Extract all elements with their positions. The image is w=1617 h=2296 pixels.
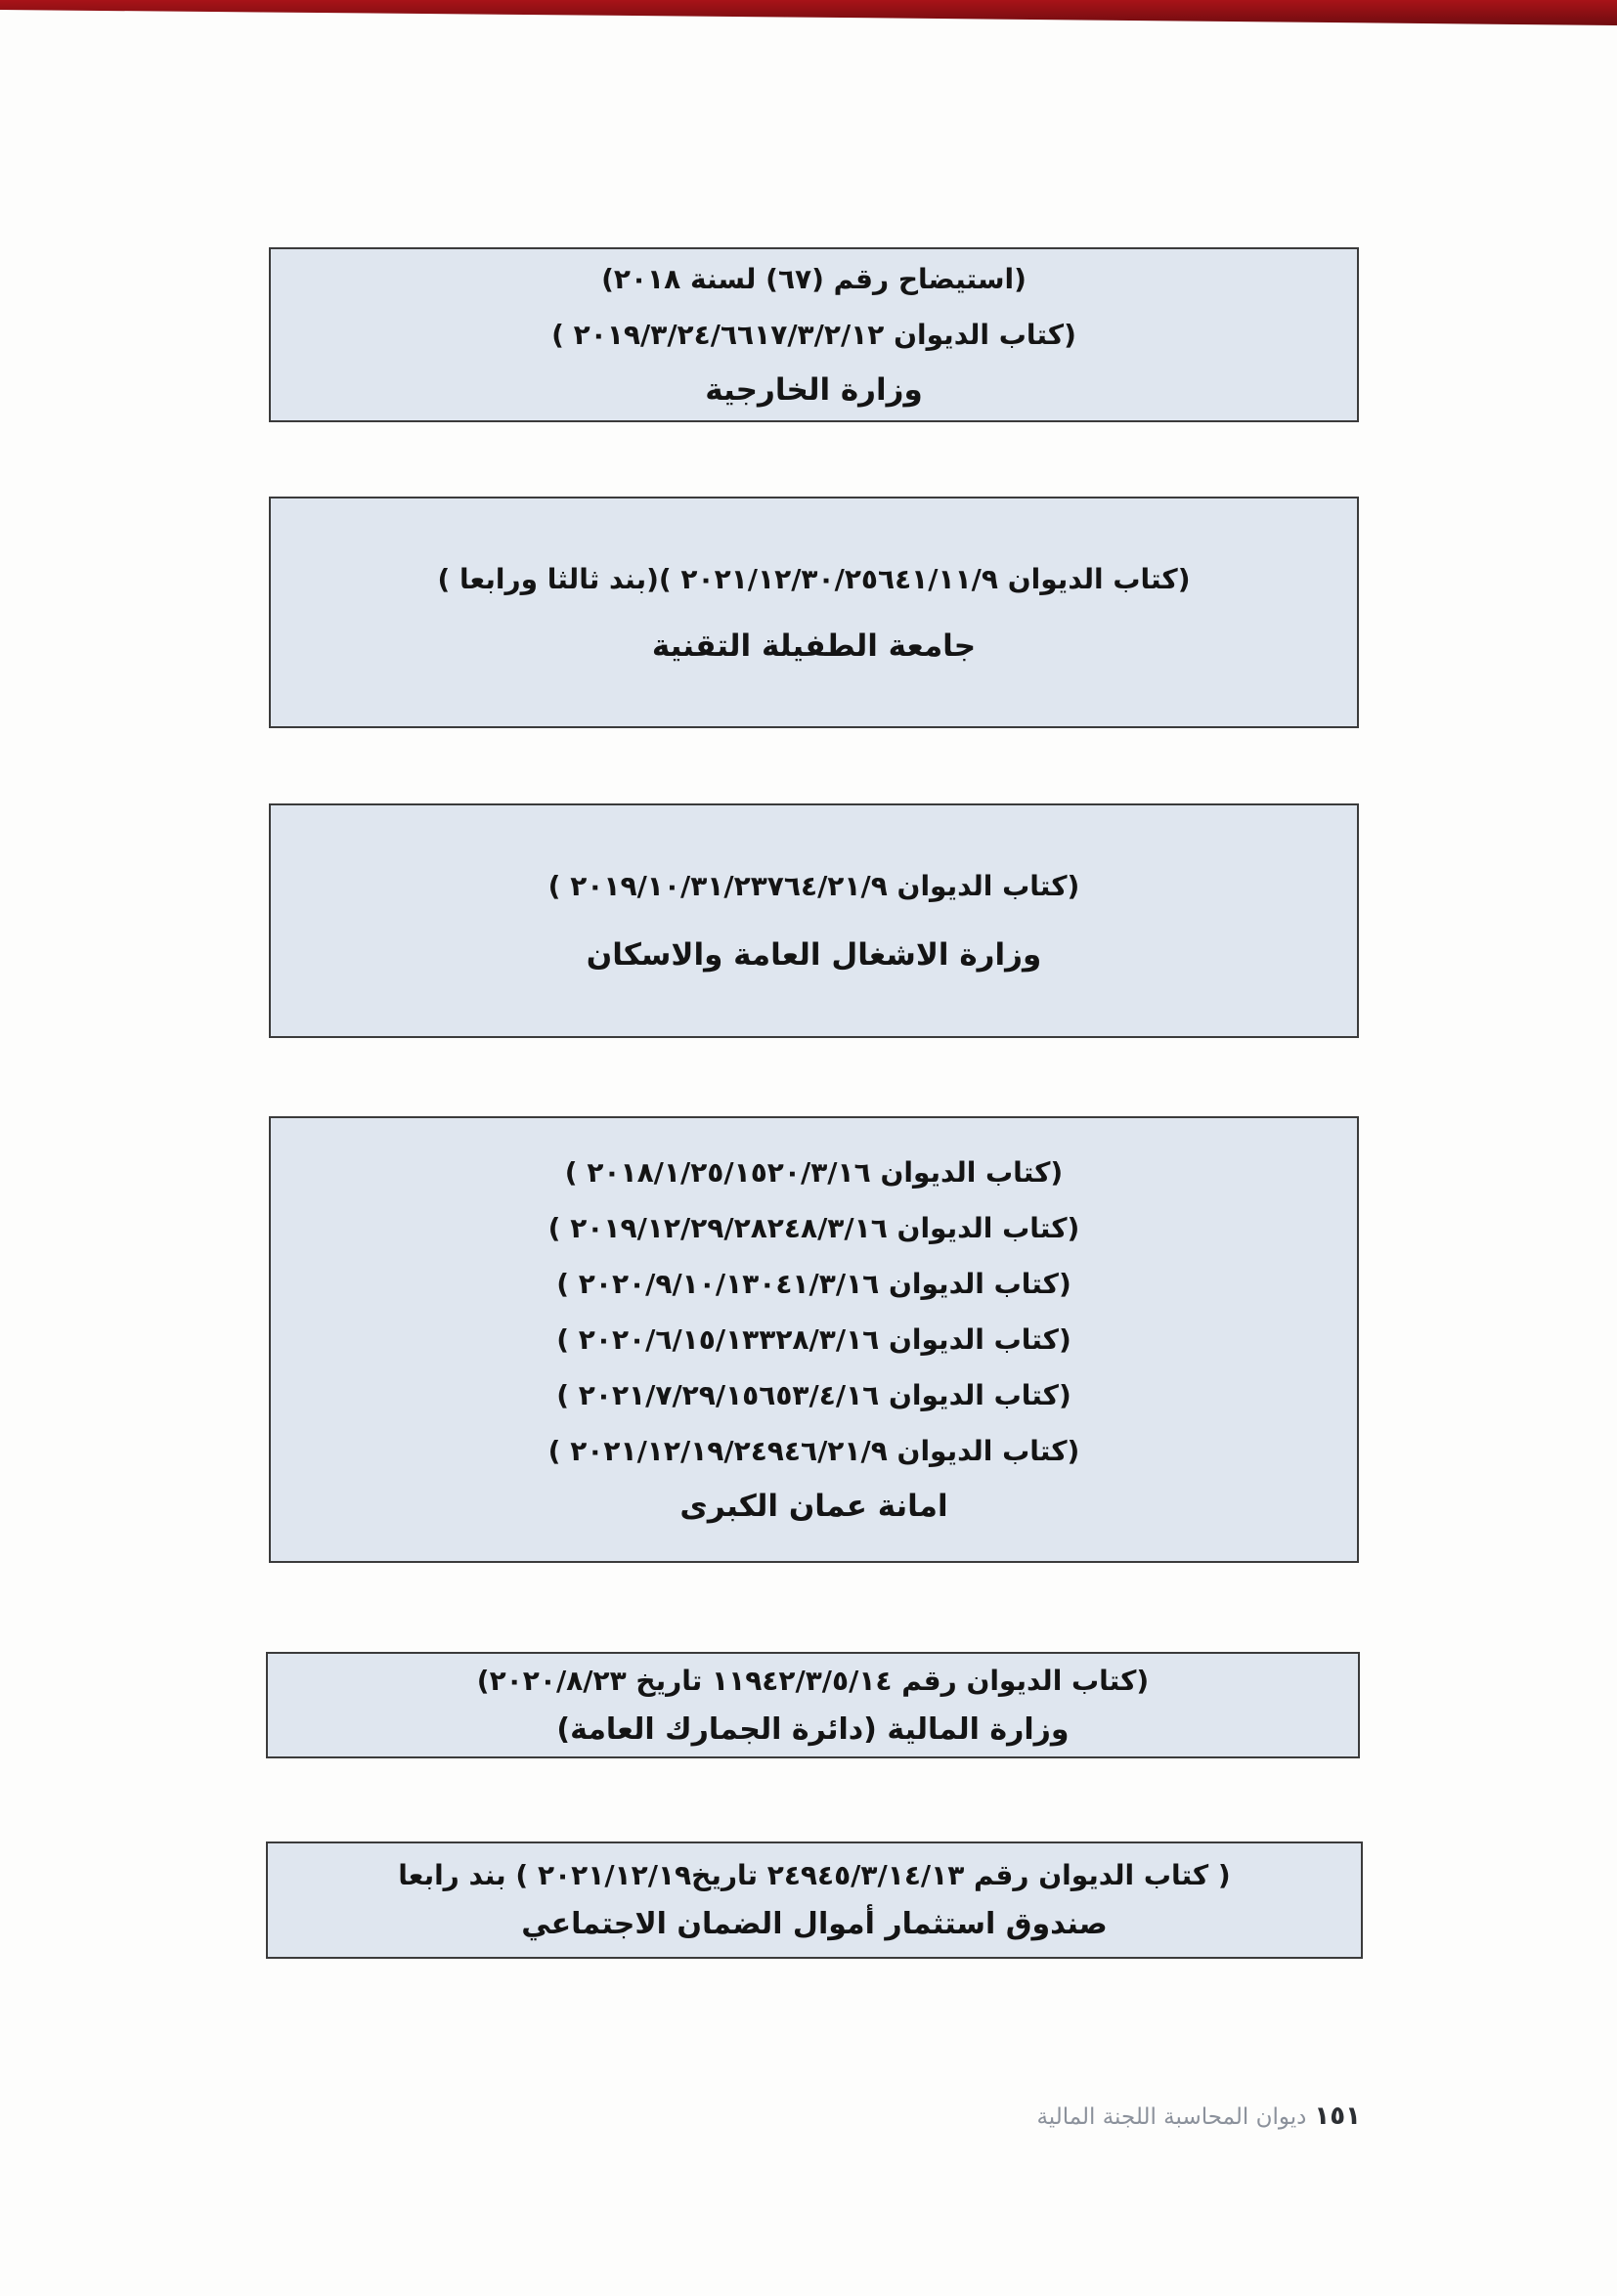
entity-name: صندوق استثمار أموال الضمان الاجتماعي [521, 1907, 1108, 1941]
entity-name: وزارة الخارجية [705, 372, 923, 408]
diwan-letter-ref: (كتاب الديوان رقم ١١٩٤٢/٣/٥/١٤ تاريخ ٢٠٢٠/٨/٢٣) [476, 1664, 1150, 1697]
diwan-letter-ref: (كتاب الديوان ٢٠١٩/٣/٢٤/٦٦١٧/٣/٢/١٢ ) [551, 319, 1076, 351]
entity-name: وزارة المالية (دائرة الجمارك العامة) [556, 1711, 1070, 1747]
diwan-letter-ref: (كتاب الديوان ٢٠٢٠/٦/١٥/١٣٣٢٨/٣/١٦ ) [556, 1323, 1071, 1356]
entity-name: امانة عمان الكبرى [679, 1489, 948, 1524]
diwan-letter-ref: (كتاب الديوان ٢٠٢١/١٢/١٩/٢٤٩٤٦/٢١/٩ ) [547, 1435, 1080, 1467]
letter-box-public-works-ministry [269, 803, 1359, 1038]
letter-box-greater-amman-municipality [269, 1116, 1359, 1563]
clarification-box-foreign-ministry [269, 247, 1359, 422]
entity-name: وزارة الاشغال العامة والاسكان [586, 937, 1042, 973]
letter-box-social-security-investment-fund [266, 1841, 1363, 1959]
footer-title: ديوان المحاسبة اللجنة المالية [1036, 2104, 1307, 2130]
letter-box-finance-ministry-customs [266, 1652, 1360, 1758]
entity-name: جامعة الطفيلة التقنية [651, 628, 977, 664]
page-footer [1036, 2101, 1361, 2131]
diwan-letter-ref: (كتاب الديوان ٢٠١٩/١٠/٣١/٢٣٧٦٤/٢١/٩ ) [547, 870, 1080, 902]
clarification-ref-line: (استيضاح رقم (٦٧) لسنة ٢٠١٨) [601, 263, 1027, 295]
page-number: ١٥١ [1314, 2101, 1361, 2131]
scan-edge-red-strip [0, 0, 1617, 49]
letter-box-tafila-university [269, 497, 1359, 728]
diwan-letter-ref: (كتاب الديوان ٢٠٢١/١٢/٣٠/٢٥٦٤١/١١/٩ )(بند ثالثا ورابعا ) [437, 562, 1191, 595]
diwan-letter-ref: (كتاب الديوان ٢٠١٨/١/٢٥/١٥٢٠/٣/١٦ ) [564, 1156, 1064, 1189]
diwan-letter-ref: ( كتاب الديوان رقم ٢٤٩٤٥/٣/١٤/١٣ تاريخ٢٠٢١/١٢/١٩ ) بند رابعا [398, 1859, 1231, 1891]
diwan-letter-ref: (كتاب الديوان ٢٠١٩/١٢/٢٩/٢٨٢٤٨/٣/١٦ ) [547, 1212, 1080, 1244]
diwan-letter-ref: (كتاب الديوان ٢٠٢١/٧/٢٩/١٥٦٥٣/٤/١٦ ) [556, 1379, 1071, 1411]
diwan-letter-ref: (كتاب الديوان ٢٠٢٠/٩/١٠/١٣٠٤١/٣/١٦ ) [556, 1268, 1071, 1300]
